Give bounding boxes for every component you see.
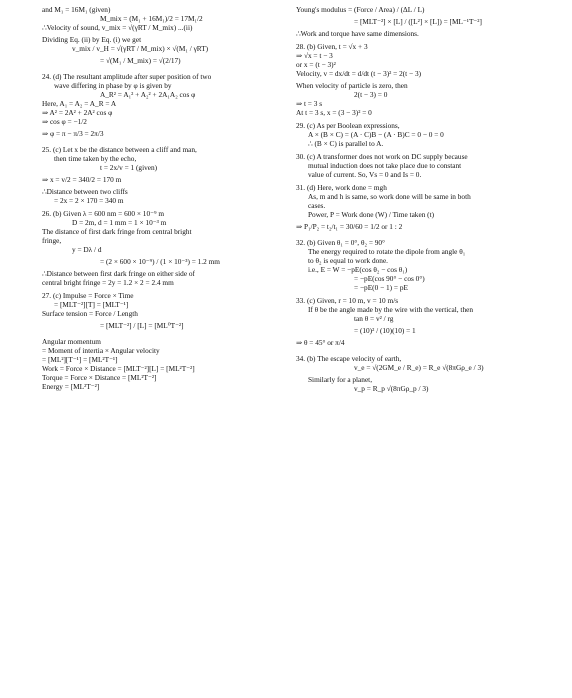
text-line: y = Dλ / d: [72, 246, 102, 254]
text-line: = (2 × 600 × 10⁻⁹) / (1 × 10⁻³) = 1.2 mm: [100, 258, 220, 266]
text-line: tan θ = v² / rg: [354, 315, 394, 323]
right-column: [296, 6, 532, 397]
text-line: and M₁ = 16M₁ (given): [42, 6, 111, 14]
text-line: Angular momentum: [42, 338, 101, 346]
text-line: Similarly for a planet,: [308, 376, 373, 384]
text-line: ∴ (B × C) is parallel to A.: [308, 140, 384, 148]
text-line: Here, A₁ = A₂ = A_R = A: [42, 100, 117, 108]
text-line: 25. (c) Let x be the distance between a cliff and man,: [42, 146, 197, 154]
text-line: t = 2x/v = 1 (given): [100, 164, 158, 172]
text-line: M_mix = (M₁ + 16M₁)/2 = 17M₁/2: [100, 15, 203, 23]
text-line: 34. (b) The escape velocity of earth,: [296, 355, 402, 363]
text-line: 32. (b) Given θ₁ = 0°, θ₂ = 90°: [296, 239, 385, 247]
text-line: ⇒ t = 3 s: [296, 100, 323, 108]
text-line: or x = (t − 3)²: [296, 61, 336, 69]
text-line: The distance of first dark fringe from central bright: [42, 228, 192, 236]
text-line: If θ be the angle made by the wire with the vertical, then: [308, 306, 473, 314]
text-line: = −pE(cos 90° − cos 0°): [354, 275, 425, 283]
text-line: D = 2m, d = 1 mm = 1 × 10⁻³ m: [72, 219, 167, 227]
text-line: ⇒ √x = t − 3: [296, 52, 333, 60]
text-line: ⇒ θ = 45° or π/4: [296, 339, 345, 347]
text-line: fringe,: [42, 237, 62, 245]
text-line: 28. (b) Given, t = √x + 3: [296, 43, 368, 51]
text-line: = [ML²][T⁻¹] = [ML²T⁻¹]: [42, 356, 118, 364]
text-line: 24. (d) The resultant amplitude after super position of two: [42, 73, 212, 81]
text-line: = Moment of intertia × Angular velocity: [42, 347, 160, 355]
text-line: = [MLT⁻²][T] = [MLT⁻¹]: [54, 301, 129, 309]
text-line: 2(t − 3) = 0: [354, 91, 388, 99]
text-line: v_e = √(2GM_e / R_e) = R_e √(8πGρ_e / 3): [354, 364, 484, 372]
text-line: mutual induction does not take place due to constant: [308, 162, 462, 170]
text-line: i.e., E = W = −pE(cos θ₂ − cos θ₁): [308, 266, 408, 274]
text-line: 31. (d) Here, work done = mgh: [296, 184, 387, 192]
text-line: ∴Velocity of sound, v_mix = √(γRT / M_mix) ...(ii): [42, 24, 193, 32]
text-line: = [MLT⁻²] / [L] = [ML⁰T⁻²]: [100, 322, 184, 330]
text-line: wave differing in phase by φ is given by: [54, 82, 172, 90]
text-line: Power, P = Work done (W) / Time taken (t): [308, 211, 435, 219]
text-line: ⇒ P₁/P₂ = t₂/t₁ = 30/60 = 1/2 or 1 : 2: [296, 223, 403, 231]
text-line: As, m and h is same, so work done will be same in both: [308, 193, 471, 201]
text-line: ∴Distance between first dark fringe on either side of: [42, 270, 195, 278]
left-column: [42, 6, 270, 392]
text-line: ⇒ x = v/2 = 340/2 = 170 m: [42, 176, 122, 184]
text-line: 30. (c) A transformer does not work on DC supply because: [296, 153, 468, 161]
text-line: = √(M₁ / M_mix) = √(2/17): [100, 57, 181, 65]
text-line: 26. (b) Given λ = 600 nm = 600 × 10⁻⁹ m: [42, 210, 164, 218]
text-line: At t = 3 s, x = (3 − 3)² = 0: [296, 109, 372, 117]
text-line: = 2x = 2 × 170 = 340 m: [54, 197, 124, 205]
text-line: A × (B × C) = (A · C)B − (A · B)C = 0 − 0 = 0: [308, 131, 444, 139]
text-line: value of current. So, Vs = 0 and Is = 0.: [308, 171, 422, 179]
text-line: central bright fringe = 2y = 1.2 × 2 = 2.4 mm: [42, 279, 174, 287]
text-line: 33. (c) Given, r = 10 m, v = 10 m/s: [296, 297, 399, 305]
text-line: 29. (c) As per Boolean expressions,: [296, 122, 400, 130]
text-line: v_mix / v_H = √(γRT / M_mix) × √(M₁ / γRT): [72, 45, 209, 53]
text-line: ⇒ cos φ = −1/2: [42, 118, 87, 126]
text-line: then time taken by the echo,: [54, 155, 137, 163]
text-line: ∴Distance between two cliffs: [42, 188, 128, 196]
text-line: When velocity of particle is zero, then: [296, 82, 408, 90]
text-line: v_p = R_p √(8πGρ_p / 3): [354, 385, 429, 393]
text-line: = [MLT⁻²] × [L] / ([L²] × [L]) = [ML⁻¹T⁻²]: [354, 18, 482, 26]
text-line: Velocity, v = dx/dt = d/dt (t − 3)² = 2(t − 3): [296, 70, 422, 78]
text-line: 27. (c) Impulse = Force × Time: [42, 292, 134, 300]
text-line: to θ₂ is equal to work done.: [308, 257, 389, 265]
text-line: A_R² = A₁² + A₂² + 2A₁A₂ cos φ: [100, 91, 196, 99]
text-line: ⇒ φ = π − π/3 = 2π/3: [42, 130, 104, 138]
text-line: cases.: [308, 202, 326, 210]
text-line: Torque = Force × Distance = [ML²T⁻²]: [42, 374, 157, 382]
text-line: Energy = [ML²T⁻²]: [42, 383, 100, 391]
text-line: ⇒ A² = 2A² + 2A² cos φ: [42, 109, 113, 117]
text-line: Surface tension = Force / Length: [42, 310, 138, 318]
text-line: Young's modulus = (Force / Area) / (ΔL / L): [296, 6, 425, 14]
text-line: Work = Force × Distance = [MLT⁻²][L] = [ML²T⁻²]: [42, 365, 195, 373]
text-line: Dividing Eq. (ii) by Eq. (i) we get: [42, 36, 142, 44]
text-line: The energy required to rotate the dipole from angle θ₁: [308, 248, 466, 256]
text-line: = (10)² / (10)(10) = 1: [354, 327, 416, 335]
text-line: ∴Work and torque have same dimensions.: [296, 30, 419, 38]
text-line: = −pE(0 − 1) = pE: [354, 284, 408, 292]
